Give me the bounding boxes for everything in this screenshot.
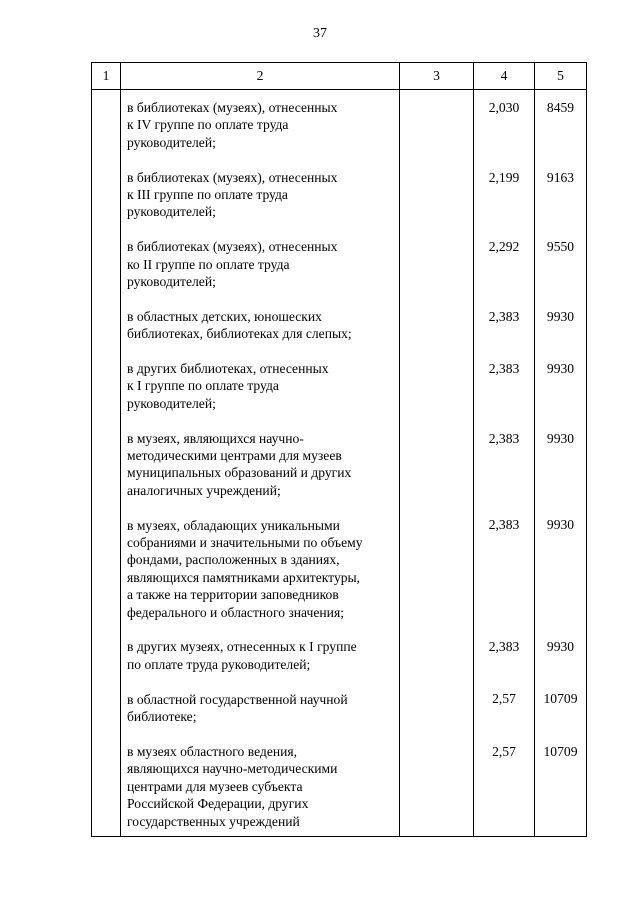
description-line: аналогичных учреждений;: [127, 482, 281, 498]
description-line: федерального и областного значения;: [127, 604, 344, 620]
coefficient-value: [474, 690, 534, 725]
amount-text: 9550: [546, 239, 575, 255]
description-line: Российской Федерации, других: [127, 796, 309, 812]
amount-text: 9930: [546, 517, 575, 533]
coefficient-value: [474, 516, 534, 620]
description-line: являющихся научно-методическими: [127, 761, 338, 777]
coefficient-value: [474, 743, 534, 830]
description-line: по оплате труда руководителей;: [127, 656, 311, 672]
row-description: [121, 360, 399, 412]
description-line: в областных детских, юношеских: [127, 308, 322, 324]
coefficient-text: 2,383: [488, 360, 520, 376]
amount-text: 9930: [546, 430, 575, 446]
coefficient-value: [474, 238, 534, 290]
description-line: в других музеях, отнесенных к I группе: [127, 639, 357, 655]
description-line: руководителей;: [127, 204, 216, 220]
description-line: в музеях, являющихся научно-: [127, 430, 304, 446]
amount-column: [535, 90, 587, 837]
amount-value: [535, 99, 586, 151]
amount-text: 10709: [543, 691, 578, 707]
column-header-1: 1: [92, 63, 121, 90]
description-line: к IV группе по оплате труда: [127, 117, 289, 133]
amount-text: 10709: [543, 743, 578, 759]
coefficient-value: [474, 430, 534, 500]
page-number: 37: [313, 26, 327, 41]
amount-text: 9930: [546, 360, 575, 376]
column-header-4: 4: [474, 63, 535, 90]
amount-text: 9930: [546, 639, 575, 655]
table-body-row: [92, 90, 587, 837]
row-description: [121, 308, 399, 343]
coefficient-value: [474, 169, 534, 221]
row-description: [121, 99, 399, 151]
amount-value: [535, 238, 586, 290]
description-line: в других библиотеках, отнесенных: [127, 361, 329, 377]
table-header-row: [92, 63, 587, 90]
description-line: фондами, расположенных в зданиях,: [127, 552, 340, 568]
amount-value: [535, 308, 586, 343]
description-line: руководителей;: [127, 274, 216, 290]
amount-value: [535, 516, 586, 620]
column-header-2: 2: [121, 63, 400, 90]
description-line: в библиотеках (музеях), отнесенных: [127, 169, 338, 185]
description-line: а также на территории заповедников: [127, 587, 339, 603]
row-description: [121, 691, 399, 726]
amount-value: [535, 360, 586, 412]
description-line: ко II группе по оплате труда: [127, 256, 290, 272]
amount-text: 9163: [546, 169, 575, 185]
description-line: центрами для музеев субъекта: [127, 778, 303, 794]
description-line: в библиотеках (музеях), отнесенных: [127, 239, 338, 255]
description-line: являющихся памятниками архитектуры,: [127, 569, 361, 585]
row-description: [121, 238, 399, 290]
description-line: к I группе по оплате труда: [127, 378, 279, 394]
column-1-cell: [92, 90, 121, 837]
coefficient-text: 2,199: [488, 169, 520, 185]
description-line: в музеях областного ведения,: [127, 743, 298, 759]
coefficient-text: 2,57: [492, 691, 516, 707]
description-line: муниципальных образований и других: [127, 465, 352, 481]
row-description: [121, 638, 399, 673]
amount-text: 8459: [546, 100, 575, 115]
amount-value: [535, 638, 586, 673]
description-line: руководителей;: [127, 395, 216, 411]
row-description: [121, 169, 399, 221]
coefficient-text: 2,383: [488, 430, 520, 446]
description-line: государственных учреждений: [127, 813, 300, 829]
description-line: в областной государственной научной: [127, 691, 348, 707]
description-line: в библиотеках (музеях), отнесенных: [127, 100, 338, 115]
coefficient-text: 2,383: [488, 517, 520, 533]
row-description: [121, 517, 399, 621]
description-line: в музеях, обладающих уникальными: [127, 517, 340, 533]
institution-column: [121, 90, 400, 837]
amount-value: [535, 169, 586, 221]
coefficient-value: [474, 99, 534, 151]
description-line: руководителей;: [127, 134, 216, 150]
column-header-3: 3: [400, 63, 474, 90]
amount-value: [535, 690, 586, 725]
row-description: [121, 743, 399, 830]
amount-text: 9930: [546, 308, 575, 324]
description-line: к III группе по оплате труда: [127, 187, 288, 203]
coefficient-value: [474, 308, 534, 343]
coefficient-value: [474, 360, 534, 412]
coefficient-text: 2,383: [488, 639, 520, 655]
column-header-5: 5: [535, 63, 587, 90]
description-line: собраниями и значительными по объему: [127, 535, 363, 551]
coefficient-text: 2,030: [488, 100, 520, 115]
salary-table: [91, 62, 587, 837]
coefficient-text: 2,383: [488, 308, 520, 324]
amount-value: [535, 430, 586, 500]
coefficient-text: 2,57: [492, 743, 516, 759]
row-description: [121, 430, 399, 500]
description-line: методическими центрами для музеев: [127, 448, 342, 464]
amount-value: [535, 743, 586, 830]
description-line: библиотеках, библиотеках для слепых;: [127, 326, 352, 342]
coefficient-text: 2,292: [488, 239, 520, 255]
description-line: библиотеке;: [127, 709, 197, 725]
coefficient-column: [474, 90, 535, 837]
column-3-cell: [400, 90, 474, 837]
coefficient-value: [474, 638, 534, 673]
